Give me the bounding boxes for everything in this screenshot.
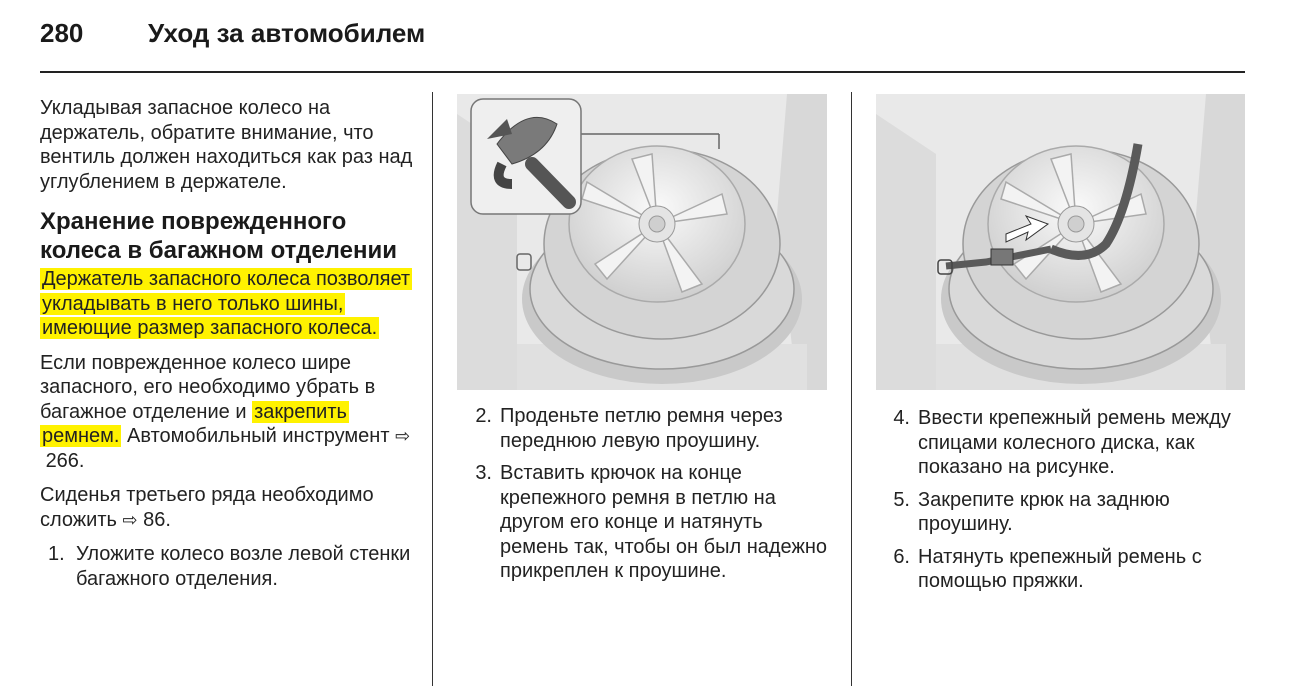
paragraph-2-end: Автомобильный инструмент <box>121 425 396 447</box>
cross-reference-266[interactable]: 266. <box>45 449 85 472</box>
steps-list-2 <box>466 404 836 584</box>
step-text: Натянуть крепежный ремень с помощью пряжки. <box>918 545 1202 592</box>
step-number: 3. <box>475 462 492 484</box>
column-1 <box>40 96 420 599</box>
paragraph-3-text: Сиденья третьего ряда необходимо сложить <box>40 484 374 531</box>
highlighted-paragraph <box>40 267 420 341</box>
column-2 <box>466 404 836 592</box>
step-number: 4. <box>893 407 910 429</box>
column-divider-1 <box>432 92 433 686</box>
step-number: 5. <box>893 488 910 511</box>
tire-strap-illustration-2 <box>876 94 1245 390</box>
column-3 <box>884 406 1254 602</box>
list-item <box>884 545 1254 594</box>
paragraph-2-start: Если поврежденное колесо шире запасного, его необходимо убрать в багажное отделение и <box>40 351 376 423</box>
highlighted-phrase: закрепить ремнем. <box>42 400 347 447</box>
step-text: Проденьте петлю ремня через переднюю левую проушину. <box>500 405 783 452</box>
page-title: Уход за автомобилем <box>148 18 426 48</box>
paragraph-3 <box>40 483 420 532</box>
list-item <box>466 404 836 453</box>
cross-reference-86[interactable]: 86. <box>143 508 171 531</box>
header-rule <box>40 71 1245 73</box>
column-divider-2 <box>851 92 852 686</box>
list-item <box>466 461 836 584</box>
paragraph-2 <box>40 351 420 474</box>
step-number: 1. <box>48 543 65 565</box>
page-header <box>40 14 1245 74</box>
page-number: 280 <box>40 18 84 48</box>
arrow-right-outline-icon: ⇨ <box>122 509 138 530</box>
step-text: Ввести крепежный ремень между спицами колесного диска, как показано на рисунке. <box>918 407 1231 478</box>
intro-paragraph: Укладывая запасное колесо на держатель, обратите внимание, что вентиль должен находиться как раз над углублением в держателе. <box>40 97 413 193</box>
list-item <box>884 488 1254 537</box>
section-heading: Хранение поврежденного колеса в багажном отделении <box>40 208 397 264</box>
arrow-right-outline-icon: ⇨ <box>395 426 411 446</box>
step-text: Уложите колесо возле левой стенки багажного отделения. <box>76 543 411 590</box>
highlighted-text: Держатель запасного колеса позволяет укладывать в него только шины, имеющие размер запасного колеса. <box>42 268 411 339</box>
list-item <box>884 406 1254 480</box>
list-item <box>40 542 420 591</box>
step-text: Вставить крючок на конце крепежного ремня в петлю на другом его конце и натянуть ремень так, чтобы он был надежно прикреплен к проушине. <box>500 462 827 582</box>
step-number: 2. <box>475 405 492 427</box>
step-number: 6. <box>893 545 910 568</box>
steps-list-1 <box>40 542 420 591</box>
illustration-step-2-3 <box>457 94 827 390</box>
steps-list-3 <box>884 406 1254 594</box>
step-text: Закрепите крюк на заднюю проушину. <box>918 488 1170 535</box>
tire-strap-illustration-1 <box>457 94 827 390</box>
illustration-step-4-6 <box>876 94 1245 390</box>
